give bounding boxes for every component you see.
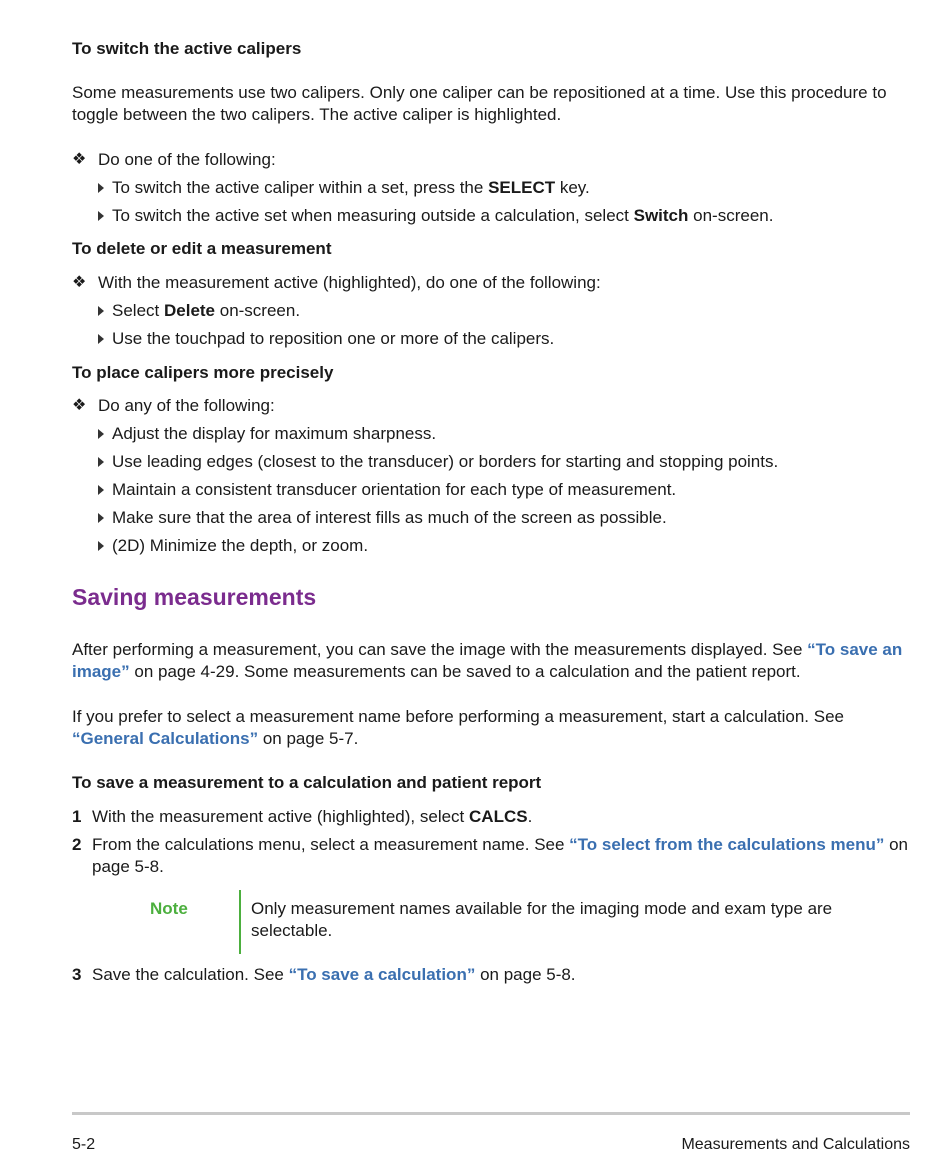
triangle-bullet-icon xyxy=(98,541,104,551)
heading-place-precisely: To place calipers more precisely xyxy=(72,363,334,382)
step-number: 2 xyxy=(72,835,82,854)
triangle-bullet-icon xyxy=(98,485,104,495)
heading-save-to-calculation: To save a measurement to a calculation and patient report xyxy=(72,773,542,792)
footer-page-number: 5-2 xyxy=(72,1136,96,1153)
bullet-text: Do any of the following: xyxy=(98,396,275,415)
triangle-bullet-icon xyxy=(98,211,104,221)
sub-bullet-item: Make sure that the area of interest fills as much of the screen as possible. xyxy=(98,507,667,529)
triangle-bullet-icon xyxy=(98,457,104,467)
link-to-save-image[interactable]: “To save an image” xyxy=(72,640,903,681)
diamond-bullet-icon: ❖ xyxy=(72,397,87,414)
bullet-text: With the measurement active (highlighted), do one of the following: xyxy=(98,273,601,292)
sub-bullet-item: (2D) Minimize the depth, or zoom. xyxy=(98,535,368,557)
note-label: Note xyxy=(150,899,188,918)
bullet-text: Do one of the following: xyxy=(98,150,276,169)
sub-bullet-item: Maintain a consistent transducer orientation for each type of measurement. xyxy=(98,479,676,501)
triangle-bullet-icon xyxy=(98,183,104,193)
step-number: 1 xyxy=(72,807,82,826)
footer-divider xyxy=(72,1112,910,1115)
note-box xyxy=(72,890,912,956)
step-3: 3 Save the calculation. See “To save a calculation” on page 5-8. xyxy=(72,965,576,984)
step-number: 3 xyxy=(72,965,82,984)
heading-switch-calipers: To switch the active calipers xyxy=(72,39,302,58)
link-select-calculations-menu[interactable]: “To select from the calculations menu” xyxy=(569,835,885,854)
link-to-save-calculation[interactable]: “To save a calculation” xyxy=(288,965,476,984)
sub-bullet-item: Use leading edges (closest to the transducer) or borders for starting and stopping points. xyxy=(98,451,778,473)
triangle-bullet-icon xyxy=(98,334,104,344)
step-2: 2 From the calculations menu, select a measurement name. See “To select from the calculations menu” on page 5-8. xyxy=(72,835,909,876)
footer-chapter-title: Measurements and Calculations xyxy=(681,1136,910,1153)
triangle-bullet-icon xyxy=(98,513,104,523)
sub-bullet-item: Select Delete on-screen. xyxy=(98,300,300,322)
paragraph-saving-2: If you prefer to select a measurement name before performing a measurement, start a calculation. See “General Calculations” on page 5-7. xyxy=(72,707,844,748)
triangle-bullet-icon xyxy=(98,429,104,439)
sub-bullet-item: Use the touchpad to reposition one or more of the calipers. xyxy=(98,328,554,350)
link-general-calculations[interactable]: “General Calculations” xyxy=(72,729,259,748)
heading-delete-edit: To delete or edit a measurement xyxy=(72,239,332,258)
note-text: Only measurement names available for the imaging mode and exam type are selectable. xyxy=(251,899,833,940)
paragraph-saving-1: After performing a measurement, you can save the image with the measurements displayed. See “To save an image” on page 4-29. Some measurements can be saved to a calculation and the patient report. xyxy=(72,640,903,681)
step-1: 1 With the measurement active (highlighted), select CALCS. xyxy=(72,807,533,826)
sub-bullet-item: Adjust the display for maximum sharpness. xyxy=(98,423,436,445)
diamond-bullet-icon: ❖ xyxy=(72,274,87,291)
sub-bullet-item: To switch the active caliper within a set, press the SELECT key. xyxy=(98,177,590,199)
paragraph-switch-calipers: Some measurements use two calipers. Only one caliper can be repositioned at a time. Use this procedure to toggle between the two calipers. The active caliper is highlighted. xyxy=(72,83,887,124)
triangle-bullet-icon xyxy=(98,306,104,316)
section-title-saving: Saving measurements xyxy=(72,584,317,610)
diamond-bullet-icon: ❖ xyxy=(72,151,87,168)
note-divider xyxy=(239,890,241,954)
sub-bullet-item: To switch the active set when measuring outside a calculation, select Switch on-screen. xyxy=(98,205,773,227)
